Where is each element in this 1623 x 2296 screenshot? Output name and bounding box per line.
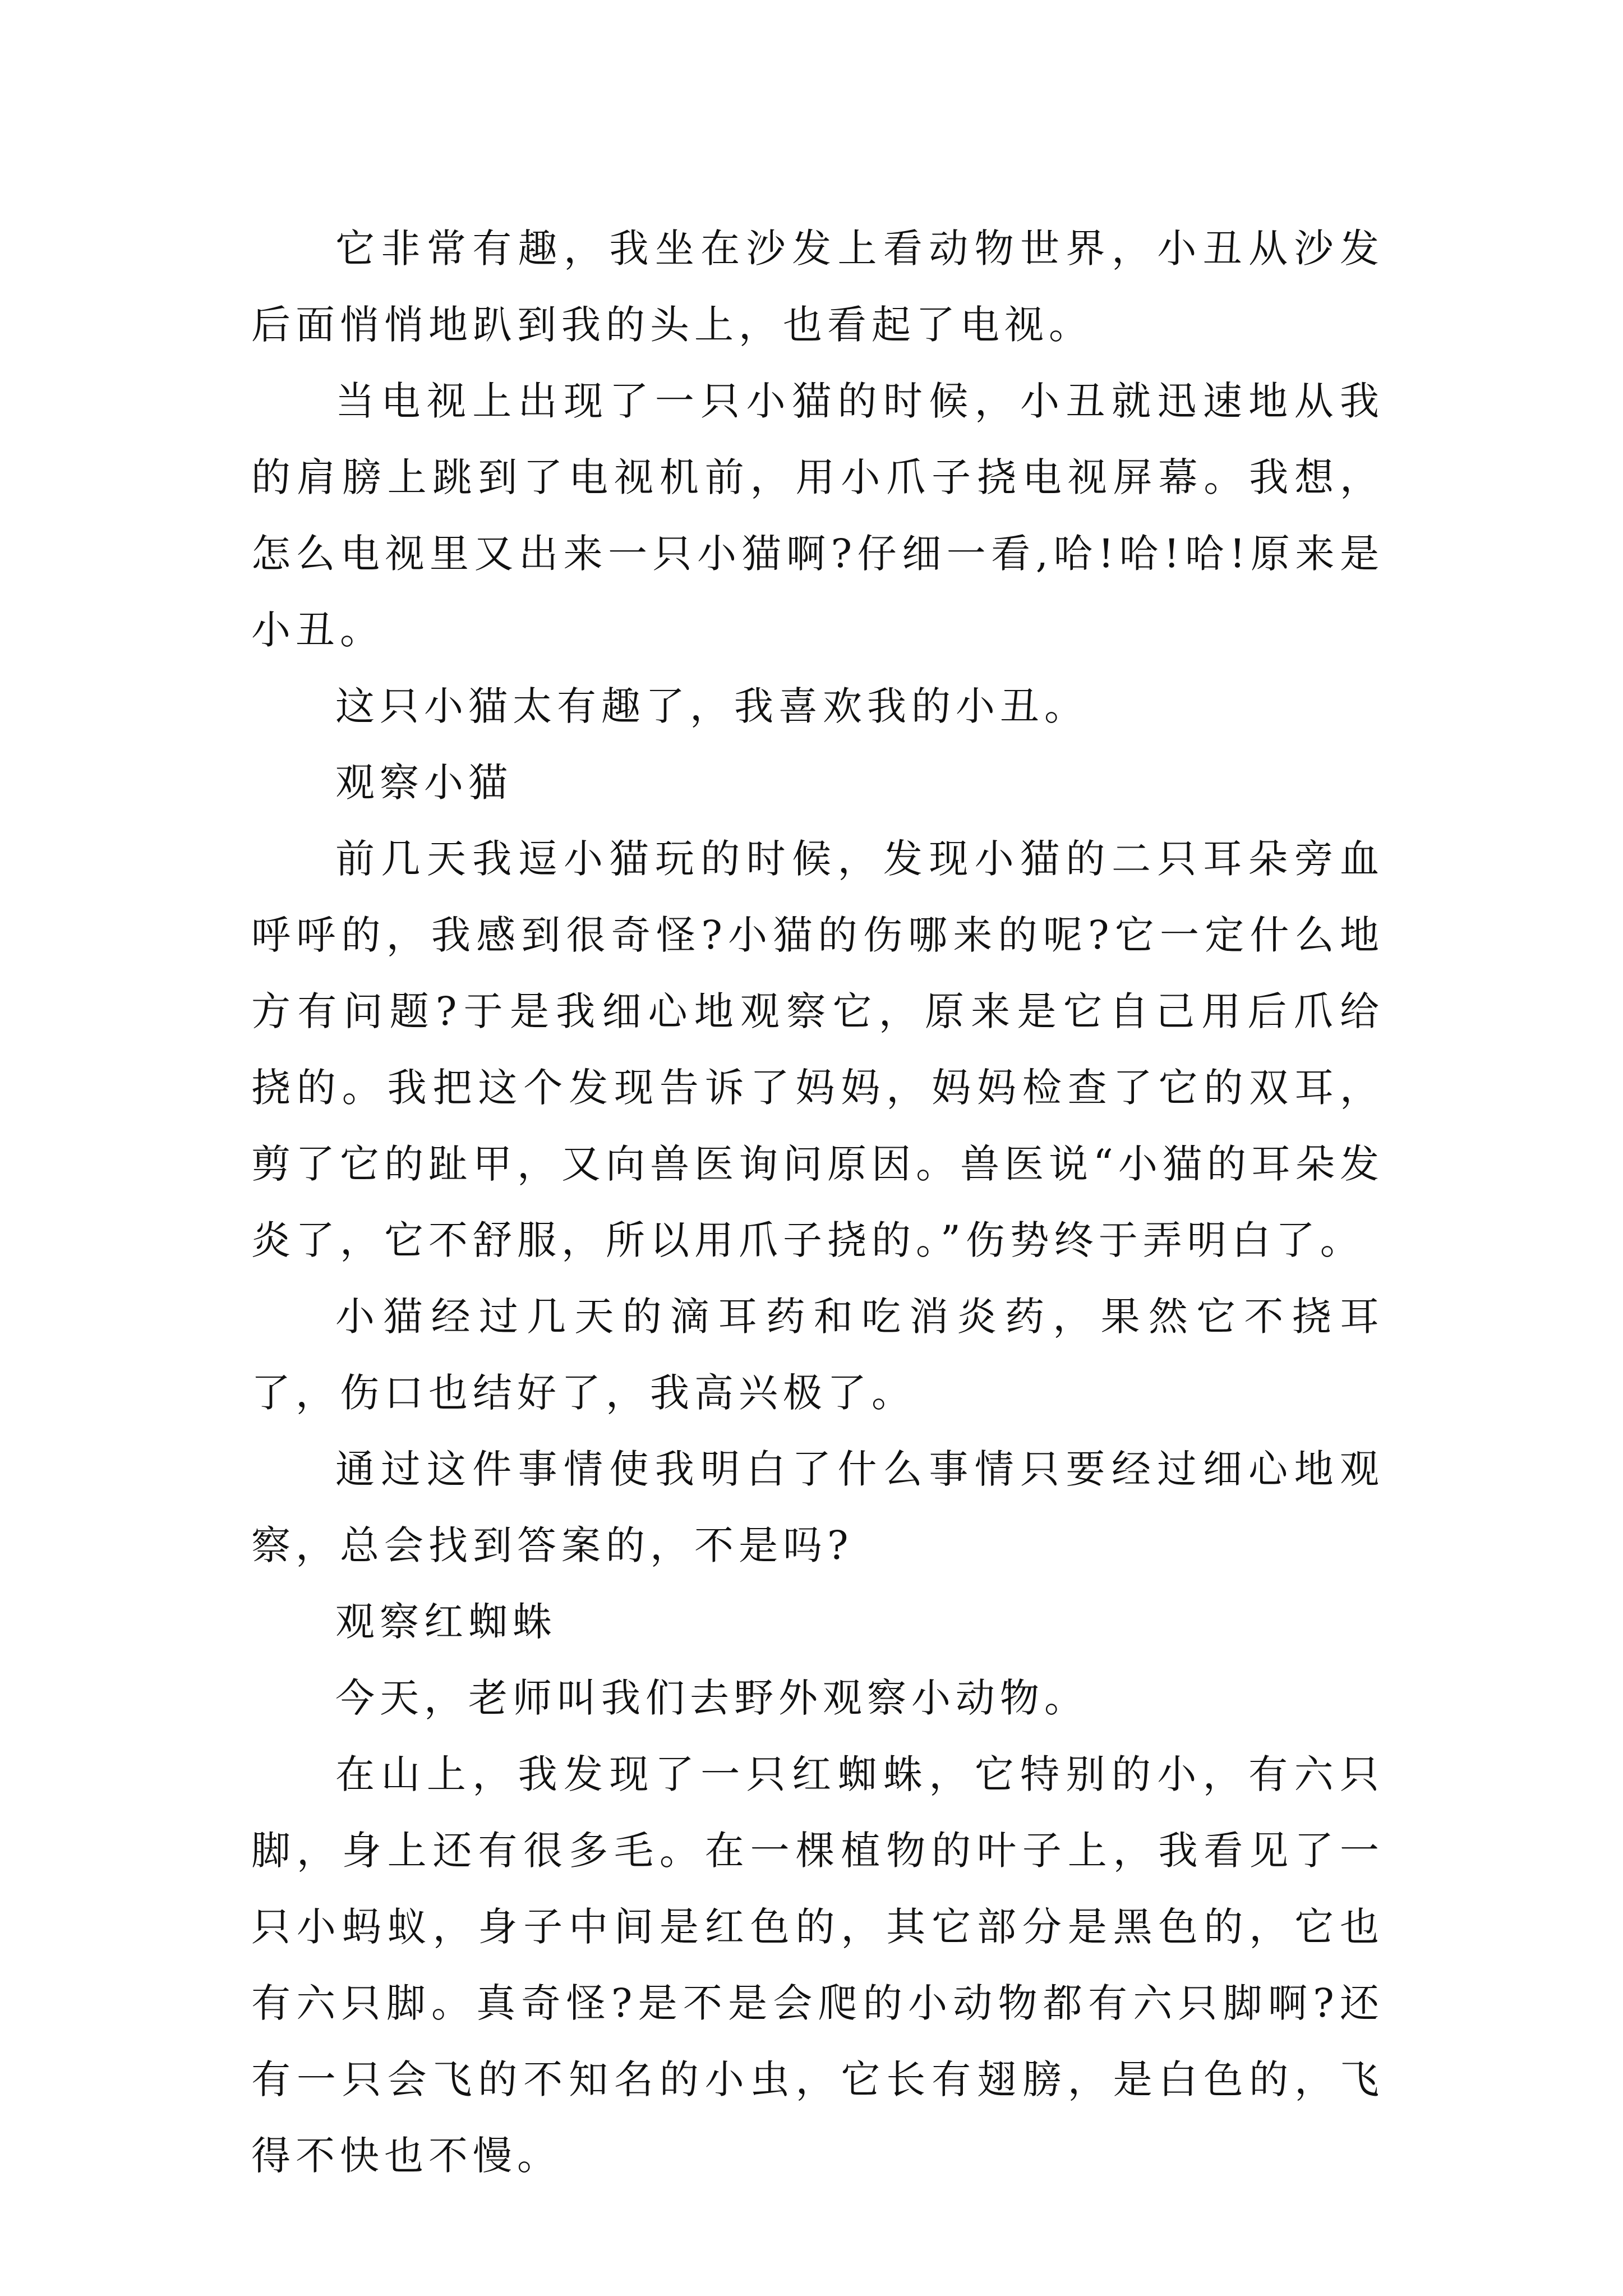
paragraph: 前几天我逗小猫玩的时候，发现小猫的二只耳朵旁血呼呼的，我感到很奇怪?小猫的伤哪来的呢?它一定什么地方有问题?于是我细心地观察它，原来是它自己用后爪给挠的。我把这个发现告诉了妈妈，妈妈检查了它的双耳，剪了它的趾甲，又向兽医询问原因。兽医说“小猫的耳朵发炎了，它不舒服，所以用爪子挠的。”伤势终于弄明白了。	[251, 836, 1384, 1263]
paragraph: 当电视上出现了一只小猫的时候，小丑就迅速地从我的肩膀上跳到了电视机前，用小爪子挠电视屏幕。我想，怎么电视里又出来一只小猫啊?仔细一看,哈!哈!哈!原来是小丑。	[251, 378, 1384, 653]
paragraph: 这只小猫太有趣了，我喜欢我的小丑。	[335, 683, 1089, 729]
paragraph: 小猫经过几天的滴耳药和吃消炎药，果然它不挠耳了，伤口也结好了，我高兴极了。	[251, 1294, 1384, 1416]
section-heading: 观察红蜘蛛	[335, 1599, 557, 1645]
document-body	[251, 210, 1384, 2194]
section-heading: 观察小猫	[335, 760, 513, 806]
paragraph: 它非常有趣，我坐在沙发上看动物世界，小丑从沙发后面悄悄地趴到我的头上，也看起了电视。	[251, 226, 1384, 348]
paragraph: 今天，老师叫我们去野外观察小动物。	[335, 1675, 1089, 1721]
paragraph: 在山上，我发现了一只红蜘蛛，它特别的小，有六只脚，身上还有很多毛。在一棵植物的叶子上，我看见了一只小蚂蚁，身子中间是红色的，其它部分是黑色的，它也有六只脚。真奇怪?是不是会爬的小动物都有六只脚啊?还有一只会飞的不知名的小虫，它长有翅膀，是白色的，飞得不快也不慢。	[251, 1751, 1384, 2179]
paragraph: 通过这件事情使我明白了什么事情只要经过细心地观察，总会找到答案的，不是吗?	[251, 1446, 1384, 1568]
